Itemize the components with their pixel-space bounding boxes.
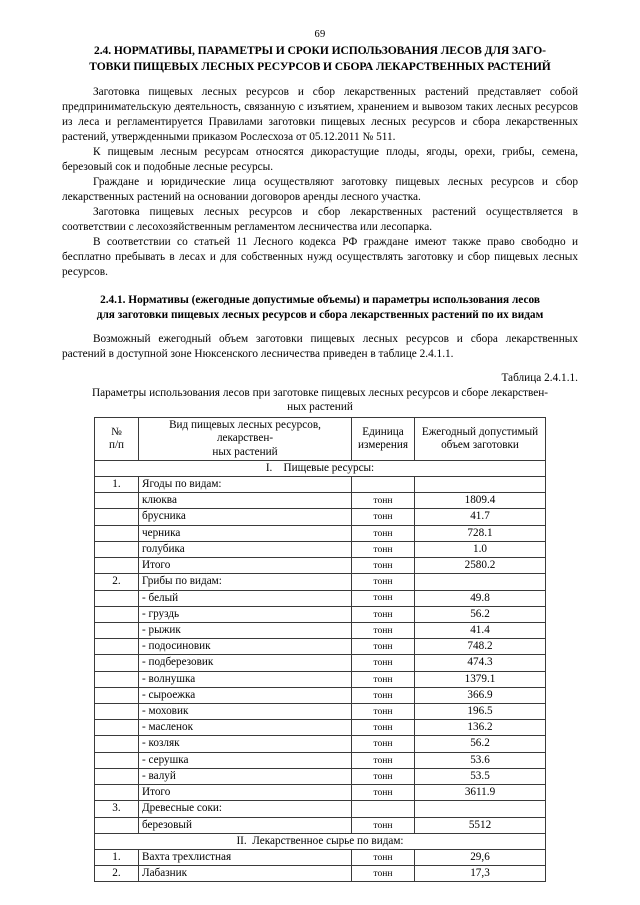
cell-resource-name: - серушка (139, 752, 352, 768)
cell-unit: тонн (352, 866, 415, 882)
cell-resource-name: - масленок (139, 720, 352, 736)
subsection-heading-line-2: для заготовки пищевых лесных ресурсов и сбора лекарственных растений по их видам (96, 309, 544, 322)
section-heading-line-1: 2.4. НОРМАТИВЫ, ПАРАМЕТРЫ И СРОКИ ИСПОЛЬЗОВАНИЯ ЛЕСОВ ДЛЯ ЗАГО- (94, 44, 546, 58)
table-row (95, 590, 546, 606)
cell-unit: тонн (352, 704, 415, 720)
cell-number (95, 736, 139, 752)
table-section-label (95, 833, 546, 849)
table-row (95, 558, 546, 574)
table-row (95, 541, 546, 557)
cell-number (95, 493, 139, 509)
table-row (95, 768, 546, 784)
table-number-label: Таблица 2.4.1.1. (501, 372, 578, 385)
cell-unit: тонн (352, 622, 415, 638)
cell-annual-volume (415, 574, 546, 590)
paragraph-3: Граждане и юридические лица осуществляют заготовку пищевых лесных ресурсов и сбор лекарственных растений на основании договоров аренды лесного участка. (62, 175, 578, 203)
cell-number (95, 622, 139, 638)
cell-number (95, 541, 139, 557)
cell-resource-name: - сыроежка (139, 687, 352, 703)
column-header-number-line-1: № (111, 425, 122, 438)
cell-number: 3. (95, 801, 139, 817)
cell-annual-volume: 474.3 (415, 655, 546, 671)
table-section-row (95, 833, 546, 849)
cell-annual-volume (415, 801, 546, 817)
cell-annual-volume: 29,6 (415, 850, 546, 866)
cell-number: 2. (95, 866, 139, 882)
cell-resource-name: Грибы по видам: (139, 574, 352, 590)
cell-resource-name: - волнушка (139, 671, 352, 687)
cell-unit: тонн (352, 850, 415, 866)
cell-unit: тонн (352, 736, 415, 752)
cell-resource-name: Ягоды по видам: (139, 476, 352, 492)
resources-table (94, 417, 546, 882)
cell-number (95, 671, 139, 687)
cell-annual-volume: 56.2 (415, 606, 546, 622)
table-row (95, 606, 546, 622)
cell-unit (352, 801, 415, 817)
column-header-number-line-2: п/п (108, 438, 125, 451)
cell-annual-volume: 53.6 (415, 752, 546, 768)
page-content (62, 28, 578, 882)
column-header-volume-line-1: Ежегодный допустимый (421, 425, 539, 438)
cell-annual-volume: 41.4 (415, 622, 546, 638)
section-heading (62, 43, 578, 73)
table-caption-line-1: Параметры использования лесов при заготовке пищевых лесных ресурсов и сборе лекарствен- (91, 386, 549, 399)
cell-resource-name: Итого (139, 785, 352, 801)
cell-number (95, 768, 139, 784)
table-row (95, 476, 546, 492)
cell-unit: тонн (352, 720, 415, 736)
cell-unit: тонн (352, 785, 415, 801)
cell-resource-name: - валуй (139, 768, 352, 784)
table-header-row (95, 418, 546, 461)
cell-resource-name: - моховик (139, 704, 352, 720)
column-header-name-line-1: Вид пищевых лесных ресурсов, лекарствен- (169, 419, 321, 445)
cell-annual-volume: 49.8 (415, 590, 546, 606)
cell-unit: тонн (352, 768, 415, 784)
intro-paragraph: Возможный ежегодный объем заготовки пищевых лесных ресурсов и сбора лекарственных растений в доступной зоне Нюксенского лесничества приведен в таблице 2.4.1.1. (62, 333, 578, 361)
cell-annual-volume: 748.2 (415, 639, 546, 655)
cell-number (95, 558, 139, 574)
table-section-label (95, 460, 546, 476)
cell-number (95, 509, 139, 525)
column-header-unit (352, 418, 415, 461)
subsection-heading (62, 293, 578, 324)
table-row (95, 525, 546, 541)
cell-unit: тонн (352, 639, 415, 655)
cell-unit: тонн (352, 493, 415, 509)
cell-number (95, 655, 139, 671)
table-row (95, 866, 546, 882)
table-row (95, 639, 546, 655)
cell-resource-name: - подосиновик (139, 639, 352, 655)
cell-resource-name: березовый (139, 817, 352, 833)
table-row (95, 687, 546, 703)
cell-annual-volume: 5512 (415, 817, 546, 833)
cell-unit: тонн (352, 590, 415, 606)
table-row (95, 736, 546, 752)
table-row (95, 574, 546, 590)
table-row (95, 622, 546, 638)
cell-resource-name: Древесные соки: (139, 801, 352, 817)
subsection-heading-line-1: 2.4.1. Нормативы (ежегодные допустимые объемы) и параметры использования лесов (100, 293, 540, 306)
cell-resource-name: - козляк (139, 736, 352, 752)
cell-number (95, 720, 139, 736)
table-body (95, 460, 546, 882)
cell-unit: тонн (352, 558, 415, 574)
cell-unit: тонн (352, 752, 415, 768)
table-row (95, 720, 546, 736)
cell-resource-name: - подберезовик (139, 655, 352, 671)
paragraph-4: Заготовка пищевых лесных ресурсов и сбор лекарственных растений осуществляется в соответствии с лесохозяйственным регламентом лесничества или лесопарка. (62, 205, 578, 233)
cell-unit: тонн (352, 606, 415, 622)
cell-number (95, 639, 139, 655)
cell-unit: тонн (352, 687, 415, 703)
table-row (95, 752, 546, 768)
cell-annual-volume: 1379.1 (415, 671, 546, 687)
cell-number (95, 590, 139, 606)
paragraph-1: Заготовка пищевых лесных ресурсов и сбор лекарственных растений представляет собой предпринимательскую деятельность, связанную с изъятием, хранением и вывозом таких лесных ресурсов из леса и регламентируется Правилами заготовки пищевых лесных ресурсов и сбора лекарственных растений, утвержденными приказом Рослесхоза от 05.12.2011 № 511. (62, 85, 578, 143)
column-header-unit-line-2: измерения (358, 438, 408, 451)
cell-number: 1. (95, 850, 139, 866)
table-section-row (95, 460, 546, 476)
table-row (95, 785, 546, 801)
cell-annual-volume: 56.2 (415, 736, 546, 752)
column-header-unit-line-1: Единица (362, 425, 404, 438)
cell-annual-volume: 53.5 (415, 768, 546, 784)
cell-resource-name: Вахта трехлистная (139, 850, 352, 866)
cell-annual-volume: 17,3 (415, 866, 546, 882)
cell-resource-name: брусника (139, 509, 352, 525)
cell-annual-volume: 196.5 (415, 704, 546, 720)
table-section-text: II. Лекарственное сырье по видам: (236, 834, 404, 847)
cell-resource-name: клюква (139, 493, 352, 509)
column-header-name (139, 418, 352, 461)
cell-annual-volume: 3611.9 (415, 785, 546, 801)
cell-unit: тонн (352, 574, 415, 590)
cell-number (95, 817, 139, 833)
table-section-text: I. Пищевые ресурсы: (265, 461, 375, 474)
cell-annual-volume: 41.7 (415, 509, 546, 525)
table-row (95, 704, 546, 720)
cell-unit (352, 476, 415, 492)
cell-resource-name: черника (139, 525, 352, 541)
cell-number (95, 785, 139, 801)
cell-resource-name: Итого (139, 558, 352, 574)
cell-annual-volume: 2580.2 (415, 558, 546, 574)
cell-number (95, 704, 139, 720)
table-row (95, 801, 546, 817)
cell-unit: тонн (352, 541, 415, 557)
cell-number: 2. (95, 574, 139, 590)
table-row (95, 493, 546, 509)
cell-unit: тонн (352, 655, 415, 671)
cell-unit: тонн (352, 817, 415, 833)
cell-annual-volume: 136.2 (415, 720, 546, 736)
table-row (95, 850, 546, 866)
cell-resource-name: Лабазник (139, 866, 352, 882)
table-row (95, 509, 546, 525)
cell-unit: тонн (352, 525, 415, 541)
column-header-name-line-2: ных растений (212, 445, 278, 458)
table-row (95, 671, 546, 687)
table-caption-line-2: ных растений (287, 401, 353, 414)
cell-number: 1. (95, 476, 139, 492)
column-header-volume (415, 418, 546, 461)
cell-annual-volume: 366.9 (415, 687, 546, 703)
cell-annual-volume: 1.0 (415, 541, 546, 557)
cell-resource-name: - белый (139, 590, 352, 606)
cell-number (95, 752, 139, 768)
cell-number (95, 687, 139, 703)
cell-resource-name: - рыжик (139, 622, 352, 638)
cell-annual-volume: 1809.4 (415, 493, 546, 509)
cell-number (95, 525, 139, 541)
table-row (95, 817, 546, 833)
table-header (95, 418, 546, 461)
column-header-number (95, 418, 139, 461)
cell-unit: тонн (352, 509, 415, 525)
cell-annual-volume (415, 476, 546, 492)
cell-number (95, 606, 139, 622)
paragraph-2: К пищевым лесным ресурсам относятся дикорастущие плоды, ягоды, орехи, грибы, семена, березовый сок и подобные лесные ресурсы. (62, 145, 578, 173)
cell-annual-volume: 728.1 (415, 525, 546, 541)
table-row (95, 655, 546, 671)
column-header-volume-line-2: объем заготовки (441, 438, 519, 451)
page-number: 69 (314, 29, 326, 40)
cell-resource-name: голубика (139, 541, 352, 557)
paragraph-5: В соответствии со статьей 11 Лесного кодекса РФ граждане имеют также право свободно и бесплатно пребывать в лесах и для собственных нужд осуществлять заготовку и сбор пищевых лесных ресурсов. (62, 235, 578, 278)
section-heading-line-2: ТОВКИ ПИЩЕВЫХ ЛЕСНЫХ РЕСУРСОВ И СБОРА ЛЕКАРСТВЕННЫХ РАСТЕНИЙ (89, 59, 551, 73)
cell-resource-name: - груздь (139, 606, 352, 622)
cell-unit: тонн (352, 671, 415, 687)
